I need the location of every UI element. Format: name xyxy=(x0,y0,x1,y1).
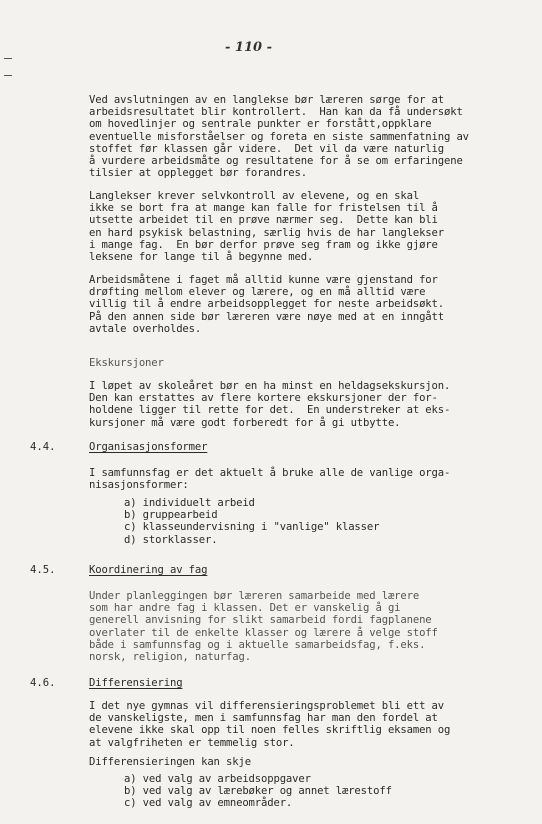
page-number: - 110 - xyxy=(225,40,272,55)
section-4-4-list: a) individuelt arbeid b) gruppearbeid c) klasseundervisning i "vanlige" klasser d) storklasser. xyxy=(124,497,380,546)
section-4-5-text: Under planleggingen bør læreren samarbeide med lærere som har andre fag i klassen. Det er vanskelig å gi generell anvisning for slikt samarbeid fordi fagplanene overlater til de enkelte klasser og lærere å velge stoff både i samfunnsfag og i aktuelle samarbeidsfag, f.eks. norsk, religion, naturfag. xyxy=(89,590,438,664)
margin-mark xyxy=(4,58,12,59)
paragraph-1: Ved avslutningen av en langlekse bør læreren sørge for at arbeidsresultatet blir kontrollert. Han kan da få undersøkt om hovedlinjer og sentrale punkter er forstått,oppklare eventuelle misforståelser og foreta en siste sammenfatning av stoffet før klassen går videre. Det vil da være naturlig å vurdere arbeidsmåte og resultatene for å se om erfaringene tilsier at opplegget bør forandres. xyxy=(89,94,469,180)
section-4-4-intro: I samfunnsfag er det aktuelt å bruke alle de vanlige orga- nisasjonsformer: xyxy=(89,467,451,492)
ekskursjoner-heading: Ekskursjoner xyxy=(89,357,164,369)
section-number-4-4: 4.4. xyxy=(30,441,56,453)
margin-mark xyxy=(4,75,12,76)
paragraph-3: Arbeidsmåtene i faget må alltid kunne være gjenstand for drøfting mellom elever og lærere, og en må alltid være villig til å endre arbeidsopplegget for neste arbeidsøkt. På den annen side bør læreren være nøye med at en inngått avtale overholdes. xyxy=(89,274,444,335)
section-heading-koordinering: Koordinering av fag xyxy=(89,564,208,576)
paragraph-4: I løpet av skoleåret bør en ha minst en heldagsekskursjon. Den kan erstattes av flere kortere ekskursjoner der for- holdene ligger til rette for det. En understreker at eks- kursjoner må være godt forberedt for å gi utbytte. xyxy=(89,380,451,429)
paragraph-2: Langlekser krever selvkontroll av elevene, og en skal ikke se bort fra at mange kan falle for fristelsen til å utsette arbeidet til en prøve nærmer seg. Dette kan bli en hard psykisk belastning, særlig hvis de har langlekser i mange fag. En bør derfor prøve seg fram og ikke gjøre leksene for lange til å begynne med. xyxy=(89,190,444,264)
section-4-6-list: a) ved valg av arbeidsoppgaver b) ved valg av lærebøker og annet lærestoff c) ved valg av emneområder. xyxy=(124,773,392,810)
section-heading-organisasjonsformer: Organisasjonsformer xyxy=(89,441,208,453)
section-4-6-intro: Differensieringen kan skje xyxy=(89,756,251,768)
section-number-4-5: 4.5. xyxy=(30,564,56,576)
section-heading-differensiering: Differensiering xyxy=(89,677,183,689)
section-number-4-6: 4.6. xyxy=(30,677,56,689)
section-4-6-text: I det nye gymnas vil differensieringsproblemet bli ett av de vanskeligste, men i samfunnsfag har man den fordel at elevene ikke skal opp til noen felles skriftlig eksamen og at valgfriheten er temmelig stor. xyxy=(89,700,451,749)
